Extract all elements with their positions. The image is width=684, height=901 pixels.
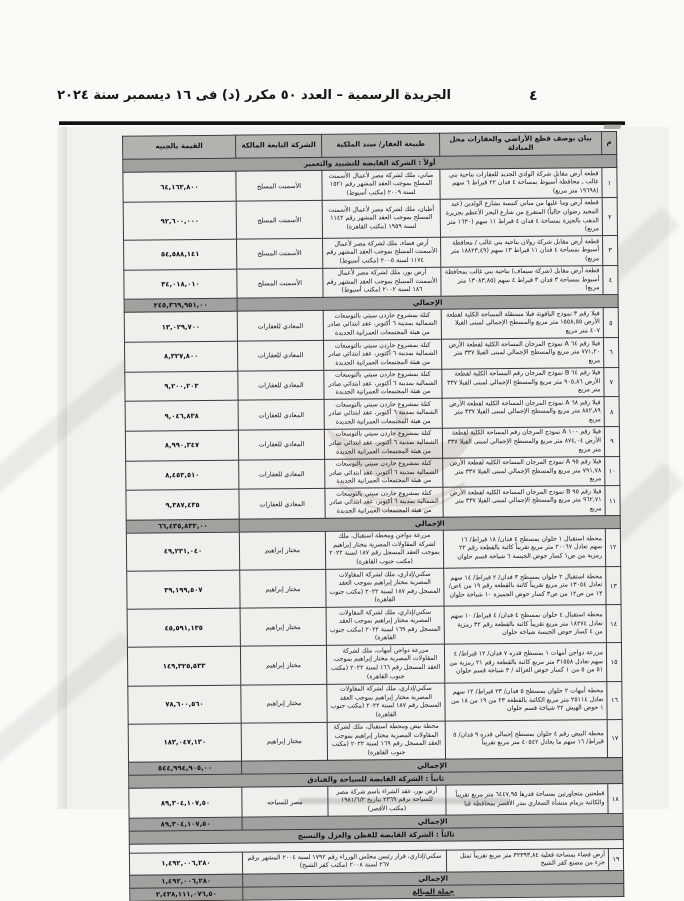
table-row: [129, 681, 623, 724]
value-cell: ٦٤,١٦٣,٨٠٠: [124, 171, 237, 202]
col-company: الشركة التابعة المالكة: [237, 134, 323, 158]
description-cell: قطعة أرض مقابل شركة الوادي الجديد للعقارات بناحية بني غالب ـ محافظة أسيوط بمساحة ٤ فدان ٢٢ قيراط ٦ سهم (١٩٦٩٨ متر مربع): [441, 168, 603, 199]
scan-artifact: [300, 798, 510, 804]
table-row: [128, 605, 622, 648]
col-value: القيمة بالجنيه: [124, 135, 237, 159]
serial-cell: ٤: [604, 265, 619, 295]
value-cell: ٨,٣٢٧,٨٠٠: [126, 341, 239, 372]
serial-cell: ٢: [603, 197, 618, 235]
table-row: [126, 338, 620, 372]
scan-artifact: [604, 124, 623, 129]
serial-cell: ١٠: [606, 456, 621, 486]
value-cell: ٤٩,٢٣١,٠٤٠: [127, 532, 240, 571]
table-row: [127, 456, 621, 490]
description-cell: فيلا رقم ٦٤ B نموذج المرجان رقم المساحة الكلية لقطعة الأرض ٩٠٥,٨٦ متر مربع والمسطح الإجمالي لمبنى الفيلا ٣٣٧ متر مربع: [443, 367, 605, 398]
deed-cell: أطيان، ملك لشركة مصر لأعمال الأسمنت المسلح بموجب العقد المشهر رقم ١١٤٢ لسنة ١٩٥٩ (مكتب القاهرة): [323, 199, 441, 238]
section-title: ثالثاً : الشركة القابضة للقطن والغزل والنسيج: [130, 826, 624, 844]
deed-cell: كتلة بمشروع جاردن سيتي بالتوسعات الشمالية بمدينة ٦ أكتوبر، عقد ابتدائي صادر من هيئة المجتمعات العمرانية الجديدة: [325, 428, 443, 459]
table-row: [126, 367, 620, 401]
value-cell: ٨,٩٩٠,٣٤٧: [126, 430, 239, 461]
serial-cell: ٧: [605, 367, 620, 397]
scan-artifact: [0, 632, 136, 765]
deed-cell: محطة بيض ومحطة استقبال، ملك لشركة المقاولات المصرية مختار إبراهيم بموجب العقد المسجل رقم ١٦٩ لسنة ٢٠٢٢ (مكتب جنوب القاهرة): [328, 721, 446, 760]
table-row: [124, 197, 618, 240]
header-rule: [60, 121, 626, 125]
value-cell: ٧٨,٦٠٠,٥٦٠: [129, 685, 242, 724]
description-cell: فيلا رقم ١٠٠ A نموذج المرجان رقم المساحة الكلية لقطعة الأرض ٨٧٤,٠٤ متر مربع والمسطح الإجمالي لمبنى الفيلا ٣٣٧ متر مربع: [443, 427, 605, 458]
scan-artifact: [0, 355, 144, 500]
description-cell: مزرعة دواجن أمهات ١ بمسطح قدره ٧ فدان/ ١٢ قيراط/ ٤ سهم تعادل ٣١٥٥٨ متر مربع كائنة بالقطعة رقم ٢١ رمزية من ٥١ من ٥ من ١ كسار حوض الغزالة / ٣ شياخة قسم حلوان: [445, 643, 607, 683]
company-cell: الأسمنت المسلح: [238, 238, 324, 268]
serial-cell: ٥: [604, 308, 619, 338]
description-cell: قطعة أرض مقابل (شركة سيماف) بناحية بني غالب بمحافظة أسيوط بمساحة ٣ فدان ٣ قيراط ٤ سهم (١٣٠٨٣,٨٥ متر مربع): [442, 265, 604, 296]
description-cell: محطة استقبال ٤ حلوان بمسطح ٤ فدان/ ٤ قيراط/ ١٠ سهم تعادل ١٨٢٧٤ متر مربع تقريباً كائنة بالقطعة رقم ٣٢ رمزية من ٤ كسار حوض الجبسة شياخة حلوان: [445, 605, 607, 645]
col-serial: م: [603, 132, 618, 155]
total-label: الإجمالي: [243, 757, 624, 774]
table-row: [125, 236, 619, 270]
company-cell: الأسمنت المسلح: [237, 171, 323, 201]
total-label: الإجمالي: [243, 813, 624, 830]
value-cell: ١٨٣,٠٤٧,١٣٠: [129, 723, 242, 762]
deed-cell: كتلة بمشروع جاردن سيتي بالتوسعات الشمالية بمدينة ٦ أكتوبر، عقد ابتدائي صادر من هيئة المجتمعات العمرانية الجديدة: [324, 339, 442, 370]
serial-cell: ١٥: [607, 643, 622, 681]
section-title: أولاً : الشركة القابضة للتشييد والتعمير: [124, 154, 618, 172]
page-number: ٤: [530, 88, 539, 104]
description-cell: أرض فضاء بمساحة فعلية ٣٢٣٩٣,٨٤ متر مربع تقريباً تمثل جزء من مصنع كفر الشيخ: [447, 849, 609, 872]
scan-gutter-shadow: [58, 127, 68, 809]
col-deed: طبيعة العقار/ سند الملكية: [323, 133, 441, 157]
deed-cell: سكني/إداري، ملك لشركة المقاولات المصرية مختار إبراهيم بموجب العقد المسجل رقم ١٨٧ لسنة ٢٠٢٢ (مكتب جنوب القاهرة): [327, 568, 445, 607]
value-cell: ٣٩,١٩٩,٥٠٧: [128, 570, 241, 609]
table-row: [124, 168, 618, 202]
deed-cell: كتلة بمشروع جاردن سيتي بالتوسعات الشمالية بمدينة ٦ أكتوبر، عقد ابتدائي صادر من هيئة المجتمعات العمرانية الجديدة: [325, 398, 443, 429]
table-row: [126, 397, 620, 431]
table-row: [126, 426, 620, 460]
table-row: [129, 719, 623, 762]
scanned-sheet: [58, 127, 670, 898]
value-cell: ١٣,٠٢٩,٧٠٠: [125, 312, 238, 343]
table-row: [127, 528, 621, 571]
deed-cell: سكني/إداري، قرار رئيس مجلس الوزراء رقم ١٧٩٢ لسنة ٢٠٠٤ المشهر برقم ٢٦٧ لسنة ٢٠٠٨ (مكتب كفر الشيخ): [243, 851, 447, 874]
col-description: بيان بوصف قطع الأراضي والعقارات محل المبادلة: [441, 132, 603, 156]
description-cell: محطة استقبال ٢ حلوان بمسطح ٣ فدان/ ٢ قيراط/ ١٤ سهم تعادل ١٣٠٥٤ متر مربع تقريباً كائنة بالقطعة رقم ١٩ من ٤ص/ ١٣ من ص١٢ من ص٣ كسار حوض الجميزة ١٠ شياخة حلوان: [445, 567, 607, 607]
deed-cell: أرض بور، ملك لشركة مصر لأعمال الأسمنت المسلح بموجب العقد المشهر رقم ١٨٦ لسنة ٢٠٠٢ (مكتب أسيوط): [324, 267, 442, 298]
serial-cell: ١: [603, 168, 618, 198]
value-cell: ٤٥,٥٩١,١٣٥: [128, 608, 241, 647]
company-cell: مختار إبراهيم: [242, 722, 328, 761]
serial-cell: ١٧: [608, 719, 623, 757]
company-cell: مختار إبراهيم: [241, 646, 327, 685]
description-cell: محطة استقبال ١ حلوان بمسطح ٤ فدان/ ١٨ قيراط/ ١٦ سهم تعادل ٢٠٠٦٧ متر مربع تقريباً كائنة بالقطعة رقم ٢٢ رمزية من ص١ كسار حوض الجبسة ٦ شياخة قسم حلوان: [444, 528, 606, 568]
value-cell: ٣٤,٠١٨,٠١٠: [125, 269, 238, 300]
grand-total-label: جملة المبالغ: [244, 883, 625, 900]
description-cell: قطعتين متجاورتين بمساحة قدرها ٦٤٤٧,٩٥ متر مربع تقريباً والكائنة بزمام منشأة الصعاري بندر الأقصر بمحافظة قنا: [447, 784, 609, 815]
company-cell: مختار إبراهيم: [241, 608, 327, 647]
serial-cell: ١٨: [609, 784, 624, 814]
description-cell: محطة البيض رقم ٤ حلوان بمسطح إجمالي قدره ٩ فدان/ ٥ قيراط/ ١٦ سهم ما يعادل ٤٠٥٤٢ متر مربع تقريباً: [446, 719, 608, 759]
description-cell: قطعة أرض مقابل شركة رولان بناحية بني غالب / محافظة أسيوط بمساحة ٤ فدان ١١ قيراط ١٣ سهم (١٨٨٢٣,٤٩ متر مربع): [442, 236, 604, 267]
company-cell: مختار إبراهيم: [242, 684, 328, 723]
deed-cell: سكني/إداري، ملك لشركة المقاولات المصرية مختار إبراهيم بموجب العقد المسجل رقم ١٦٩ لسنة ٢٠٢٢ (مكتب جنوب القاهرة): [327, 606, 445, 645]
serial-cell: ١٩: [609, 849, 624, 870]
total-label: الإجمالي: [238, 295, 619, 312]
company-cell: مختار إبراهيم: [241, 569, 327, 608]
deed-cell: مزرعة دواجن أمهات، ملك لشركة المقاولات المصرية مختار إبراهيم بموجب العقد المسجل رقم ١٦٦ لسنة ٢٠٢٢ (مكتب جنوب القاهرة): [327, 645, 445, 684]
serial-cell: ٣: [604, 236, 619, 266]
value-cell: ١٤٩,٣٢٥,٥٣٣: [128, 647, 241, 686]
table-row: [127, 486, 621, 520]
value-cell: ٩٢,٦٠٠,٠٠٠: [124, 201, 237, 240]
serial-cell: ١٣: [607, 567, 622, 605]
total-value: ٨٩,٣٠٤,١٠٧,٥٠: [130, 817, 243, 831]
total-value: ١,٤٩٢,٠٠٦,٢٨٠: [131, 874, 244, 888]
company-cell: المعادي للعقارات: [240, 489, 326, 519]
grand-total-value: ٢,٤٣٨,١١١,٠٧٦,٥٠: [131, 887, 244, 901]
value-cell: ٥٤,٥٨٨,١٤١: [125, 239, 238, 270]
serial-cell: ١٤: [607, 605, 622, 643]
deed-cell: أرض بور، عقد الشراء باسم شركة مصر للسياحة برقم ٢٣٦٩ بتاريخ ١٩٨١/٦/٢ (مكتب الأقصر): [329, 786, 447, 817]
exchange-parcels-table: [123, 131, 625, 901]
value-cell: ٩,٣٨٧,٤٣٥: [127, 489, 240, 520]
total-label: الإجمالي: [244, 870, 625, 887]
serial-cell: ١٢: [606, 528, 621, 566]
company-cell: المعادي للعقارات: [238, 311, 324, 341]
value-cell: ٩,٢٠٠,٢٠٣: [126, 371, 239, 402]
deed-cell: سكني/إداري، ملك لشركة المقاولات المصرية مختار إبراهيم بموجب العقد المسجل رقم ١٨٧ لسنة ٢٠٢٢ (مكتب جنوب القاهرة): [328, 683, 446, 722]
company-cell: المعادي للعقارات: [239, 370, 325, 400]
deed-cell: كتلة بمشروع جاردن سيتي بالتوسعات الشمالية بمدينة ٦ أكتوبر، عقد ابتدائي صادر من هيئة المجتمعات العمرانية الجديدة: [324, 310, 442, 341]
deed-cell: كتلة بمشروع جاردن سيتي بالتوسعات الشمالية بمدينة ٦ أكتوبر، عقد ابتدائي صادر من هيئة المجتمعات العمرانية الجديدة: [325, 369, 443, 400]
value-cell: ٨,٤٥٣,٥١٠: [127, 460, 240, 491]
company-cell: مصر للسياحه: [243, 787, 329, 817]
total-value: ٢٤٥,٣٦٩,٩٥١,٠٠: [125, 299, 238, 313]
company-cell: الأسمنت المسلح: [237, 200, 323, 239]
value-cell: ٩,٠٤٦,٨٣٨: [126, 400, 239, 431]
company-cell: المعادي للعقارات: [239, 429, 325, 459]
deed-cell: كتلة بمشروع جاردن سيتي بالتوسعات الشمالية بمدينة ٦ أكتوبر، عقد ابتدائي صادر من هيئة المجتمعات العمرانية الجديدة: [326, 458, 444, 489]
company-cell: المعادي للعقارات: [238, 340, 324, 370]
table-row: [125, 308, 619, 342]
serial-cell: ١٦: [608, 681, 623, 719]
section-title: ثانياً : الشركة القابضة للسياحة والفنادق: [130, 770, 624, 788]
table-row: [128, 643, 622, 686]
company-cell: المعادي للعقارات: [239, 400, 325, 430]
table-row: [125, 265, 619, 299]
value-cell: ٨٩,٣٠٤,١٠٧,٥٠: [130, 788, 243, 819]
deed-cell: كتلة بمشروع جاردن سيتي بالتوسعات الشمالية بمدينة ٦ أكتوبر، عقد ابتدائي صادر من هيئة المجتمعات العمرانية الجديدة: [326, 487, 444, 518]
total-value: ٥٤٤,٩٩٤,٩٠٥,٠٠: [130, 761, 243, 775]
company-cell: المعادي للعقارات: [240, 459, 326, 489]
total-value: ٦٦,٤٣٥,٨٣٣,٠٠: [127, 519, 240, 533]
table-tilt-wrapper: [124, 131, 625, 901]
description-cell: فيلا رقم ٣ نموذج الياقوتة فيلا مستقلة المساحة الكلية لقطعة الأرض ١٥٥٨,٥٥ متر مربع والمسطح الإجمالي لمبنى الفيلا ٤٠٧ متر مربع: [442, 308, 604, 339]
serial-cell: ٨: [605, 397, 620, 427]
serial-cell: ١١: [606, 486, 621, 516]
total-label: الإجمالي: [240, 515, 621, 532]
gazette-title: الجريدة الرسمية – العدد ٥٠ مكرر (د) فى ١٦ ديسمبر سنة ٢٠٢٤: [58, 88, 452, 103]
description-cell: محطة أمهات ٢ حلوان بمسطح ٥ فدان/ ٢٣ قيراط/ ١٢ سهم تعادل ٢٥١١٤ متر مربع الكائنة بالقطعة ٢٣ من ١٩ من ١٨ من ١ حوض الهيش ٢٢ شياخة قسم حلوان: [446, 681, 608, 721]
description-cell: قطعة أرض وما عليها من مباني كنيسة بشارع الولدين (عبد المجيد رضوان حالياً) المتفرع من شارع البحر الأعظم بجزيرة الذهب بالجيزة بمساحة ٤ فدان ٤ قيراط ١١ سهم (١٦٣٠ متر مربع): [441, 198, 603, 238]
description-cell: فيلا رقم ٦٤ A نموذج المرجان المساحة الكلية لقطعة الأرض ٧٧١,٢٠ متر مربع والمسطح الإجمالي لمبنى الفيلا ٣٣٧ متر مربع: [442, 338, 604, 369]
deed-cell: مزرعة دواجن ومحطة استقبال، ملك لشركة المقاولات المصرية مختار إبراهيم بموجب العقد المسجل رقم ١٨٧ لسنة ٢٠٢٢ (مكتب جنوب القاهرة): [326, 530, 444, 569]
deed-cell: مباني، ملك لشركة مصر لأعمال الأسمنت المسلح بموجب العقد المشهر رقم ١٥٢١ لسنة ٢٠٠٩ (مكتب أسيوط): [323, 169, 441, 200]
description-cell: فيلا رقم ٩٥ B نموذج المرجان المساحة الكلية لقطعة الأرض ٩٦٢,٧١ متر مربع والمسطح الإجمالي لمبنى الفيلا ٣٣٧ متر مربع: [444, 486, 606, 517]
description-cell: فيلا رقم ٦٨ A نموذج المرجان المساحة الكلية لقطعة الأرض ٨٨٢,٨٩ متر مربع والمسطح الإجمالي لمبنى الفيلا ٣٣٧ متر مربع: [443, 397, 605, 428]
table-row: [128, 567, 622, 610]
company-cell: الأسمنت المسلح: [238, 268, 324, 298]
description-cell: فيلا رقم ٩٥ A نموذج المرجان المساحة الكلية لقطعة الأرض ٧٩١,٧٨ متر مربع والمسطح الإجمالي لمبنى الفيلا ٣٣٧ متر مربع: [444, 456, 606, 487]
serial-cell: ٩: [605, 426, 620, 456]
value-cell: ١,٤٩٢,٠٠٦,٢٨٠: [130, 853, 243, 875]
company-cell: مختار إبراهيم: [240, 531, 326, 570]
serial-cell: ٦: [604, 338, 619, 368]
deed-cell: أرض فضاء، ملك لشركة مصر لأعمال الأسمنت المسلح بموجب العقد المشهر رقم ١١٧٤ لسنة ٢٠٠٥ (مكتب أسيوط): [324, 237, 442, 268]
